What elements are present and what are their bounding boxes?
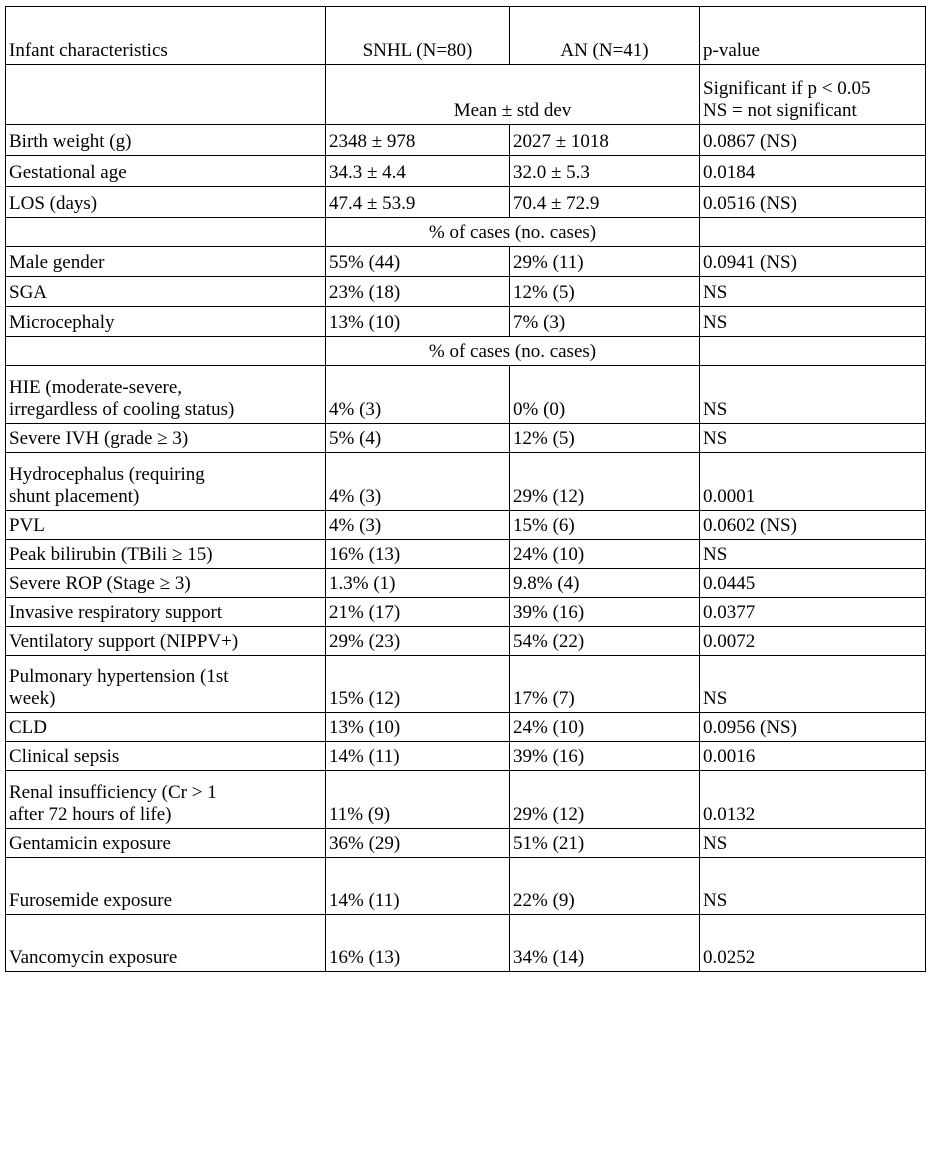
- row-label: LOS (days): [6, 187, 326, 218]
- p-value: 0.0956 (NS): [700, 713, 926, 742]
- an-value: 2027 ± 1018: [510, 125, 700, 156]
- header-row: [6, 7, 926, 65]
- p-value: NS: [700, 858, 926, 915]
- mean-std-dev-label: Mean ± std dev: [326, 65, 700, 125]
- snhl-value: 4% (3): [326, 453, 510, 511]
- an-value: 34% (14): [510, 915, 700, 972]
- p-value: 0.0252: [700, 915, 926, 972]
- row-label: Hydrocephalus (requiring shunt placement): [6, 453, 326, 511]
- row-label: Vancomycin exposure: [6, 915, 326, 972]
- snhl-value: 2348 ± 978: [326, 125, 510, 156]
- an-value: 22% (9): [510, 858, 700, 915]
- significance-line-2: NS = not significant: [703, 100, 857, 121]
- snhl-value: 55% (44): [326, 247, 510, 277]
- row-label: Severe ROP (Stage ≥ 3): [6, 569, 326, 598]
- an-value: 15% (6): [510, 511, 700, 540]
- table-row: [6, 277, 926, 307]
- table-row: [6, 569, 926, 598]
- table-row: [6, 627, 926, 656]
- table-row: [6, 424, 926, 453]
- an-value: 51% (21): [510, 829, 700, 858]
- significance-line-1: Significant if p < 0.05: [703, 78, 871, 99]
- row-label: HIE (moderate-severe, irregardless of cooling status): [6, 366, 326, 424]
- row-label: Pulmonary hypertension (1st week): [6, 656, 326, 713]
- an-value: 24% (10): [510, 540, 700, 569]
- table-row: [6, 453, 926, 511]
- an-value: 39% (16): [510, 598, 700, 627]
- row-label: Peak bilirubin (TBili ≥ 15): [6, 540, 326, 569]
- header-infant-characteristics: Infant characteristics: [6, 7, 326, 65]
- p-value: 0.0072: [700, 627, 926, 656]
- table-row: [6, 915, 926, 972]
- row-label: PVL: [6, 511, 326, 540]
- p-value: NS: [700, 366, 926, 424]
- table-row: [6, 858, 926, 915]
- subheader-row: [6, 65, 926, 125]
- snhl-value: 29% (23): [326, 627, 510, 656]
- table-row: [6, 247, 926, 277]
- table-row: [6, 156, 926, 187]
- table-row: [6, 540, 926, 569]
- header-snhl: SNHL (N=80): [326, 7, 510, 65]
- an-value: 29% (12): [510, 453, 700, 511]
- an-value: 17% (7): [510, 656, 700, 713]
- row-label: Renal insufficiency (Cr > 1 after 72 hours of life): [6, 771, 326, 829]
- snhl-value: 23% (18): [326, 277, 510, 307]
- header-p-value: p-value: [700, 7, 926, 65]
- row-label: Gentamicin exposure: [6, 829, 326, 858]
- snhl-value: 14% (11): [326, 858, 510, 915]
- row-label: Furosemide exposure: [6, 858, 326, 915]
- section-row-percent-1: [6, 218, 926, 247]
- section-label: % of cases (no. cases): [326, 218, 700, 247]
- snhl-value: 11% (9): [326, 771, 510, 829]
- snhl-value: 21% (17): [326, 598, 510, 627]
- table-row: [6, 598, 926, 627]
- snhl-value: 15% (12): [326, 656, 510, 713]
- p-value: 0.0132: [700, 771, 926, 829]
- p-value: 0.0941 (NS): [700, 247, 926, 277]
- table-row: [6, 713, 926, 742]
- snhl-value: 47.4 ± 53.9: [326, 187, 510, 218]
- p-value: 0.0516 (NS): [700, 187, 926, 218]
- an-value: 12% (5): [510, 424, 700, 453]
- snhl-value: 13% (10): [326, 713, 510, 742]
- subheader-empty: [6, 65, 326, 125]
- an-value: 9.8% (4): [510, 569, 700, 598]
- snhl-value: 4% (3): [326, 366, 510, 424]
- section-label: % of cases (no. cases): [326, 337, 700, 366]
- snhl-value: 1.3% (1): [326, 569, 510, 598]
- table-row: [6, 125, 926, 156]
- infant-characteristics-table: [5, 6, 926, 972]
- table-container: [5, 6, 926, 972]
- an-value: 70.4 ± 72.9: [510, 187, 700, 218]
- an-value: 39% (16): [510, 742, 700, 771]
- significance-note: [700, 65, 926, 125]
- row-label: Clinical sepsis: [6, 742, 326, 771]
- an-value: 12% (5): [510, 277, 700, 307]
- table-row: [6, 187, 926, 218]
- snhl-value: 34.3 ± 4.4: [326, 156, 510, 187]
- row-label: Invasive respiratory support: [6, 598, 326, 627]
- table-row: [6, 366, 926, 424]
- snhl-value: 13% (10): [326, 307, 510, 337]
- snhl-value: 16% (13): [326, 540, 510, 569]
- snhl-value: 16% (13): [326, 915, 510, 972]
- p-value: 0.0184: [700, 156, 926, 187]
- header-an: AN (N=41): [510, 7, 700, 65]
- an-value: 7% (3): [510, 307, 700, 337]
- an-value: 0% (0): [510, 366, 700, 424]
- section-empty-p: [700, 337, 926, 366]
- p-value: NS: [700, 656, 926, 713]
- p-value: NS: [700, 540, 926, 569]
- row-label: Microcephaly: [6, 307, 326, 337]
- table-row: [6, 656, 926, 713]
- an-value: 32.0 ± 5.3: [510, 156, 700, 187]
- p-value: NS: [700, 307, 926, 337]
- p-value: NS: [700, 424, 926, 453]
- row-label: Severe IVH (grade ≥ 3): [6, 424, 326, 453]
- p-value: NS: [700, 829, 926, 858]
- row-label: Male gender: [6, 247, 326, 277]
- table-row: [6, 771, 926, 829]
- row-label: Birth weight (g): [6, 125, 326, 156]
- table-row: [6, 511, 926, 540]
- row-label: Ventilatory support (NIPPV+): [6, 627, 326, 656]
- p-value: 0.0016: [700, 742, 926, 771]
- section-empty: [6, 337, 326, 366]
- snhl-value: 14% (11): [326, 742, 510, 771]
- p-value: 0.0445: [700, 569, 926, 598]
- an-value: 29% (11): [510, 247, 700, 277]
- section-empty-p: [700, 218, 926, 247]
- p-value: 0.0377: [700, 598, 926, 627]
- an-value: 24% (10): [510, 713, 700, 742]
- snhl-value: 36% (29): [326, 829, 510, 858]
- an-value: 54% (22): [510, 627, 700, 656]
- p-value: NS: [700, 277, 926, 307]
- row-label: SGA: [6, 277, 326, 307]
- p-value: 0.0602 (NS): [700, 511, 926, 540]
- section-row-percent-2: [6, 337, 926, 366]
- row-label: CLD: [6, 713, 326, 742]
- table-row: [6, 742, 926, 771]
- snhl-value: 4% (3): [326, 511, 510, 540]
- p-value: 0.0001: [700, 453, 926, 511]
- section-empty: [6, 218, 326, 247]
- table-row: [6, 829, 926, 858]
- row-label: Gestational age: [6, 156, 326, 187]
- an-value: 29% (12): [510, 771, 700, 829]
- snhl-value: 5% (4): [326, 424, 510, 453]
- p-value: 0.0867 (NS): [700, 125, 926, 156]
- table-row: [6, 307, 926, 337]
